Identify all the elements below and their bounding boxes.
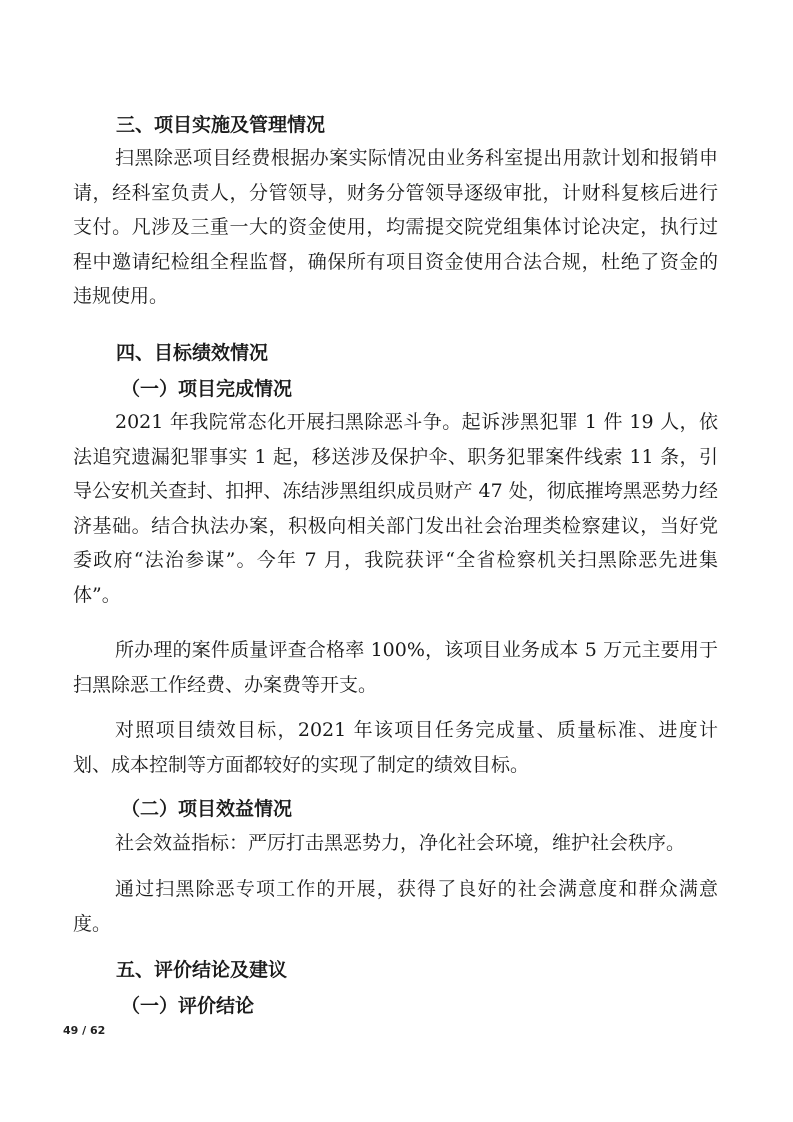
section-heading-3: 三、项目实施及管理情况 — [116, 114, 326, 136]
subsection-heading-benefit: （二）项目效益情况 — [121, 798, 293, 820]
subsection-heading-completion: （一）项目完成情况 — [121, 378, 293, 400]
paragraph-implementation: 扫黑除恶项目经费根据办案实际情况由业务科室提出用款计划和报销申请，经科室负责人，分管领导，财务分管领导逐级审批，计财科复核后进行支付。凡涉及三重一大的资金使用，均需提交院党组集体讨论决定，执行过程中邀请纪检组全程监督，确保所有项目资金使用合法合规，杜绝了资金的违规使用。 — [73, 147, 718, 308]
paragraph-satisfaction: 通过扫黑除恶专项工作的开展，获得了良好的社会满意度和群众满意度。 — [73, 878, 718, 935]
paragraph-social-benefit: 社会效益指标：严厉打击黑恶势力，净化社会环境，维护社会秩序。 — [115, 832, 686, 854]
paragraph-completion: 2021 年我院常态化开展扫黑除恶斗争。起诉涉黑犯罪 1 件 19 人，依法追究遗漏犯罪事实 1 起，移送涉及保护伞、职务犯罪案件线索 11 条，引导公安机关查封、扣押、冻结涉黑组织成员财产 47 处，彻底摧垮黑恶势力经济基础。结合执法办案，积极向相关部门发出社会治理类检察建议，当好党委政府“法治参谋”。今年 7 月，我院获评“全省检察机关扫黑除恶先进集体”。 — [73, 411, 718, 606]
page-number: 49 / 62 — [63, 1024, 106, 1037]
paragraph-targets: 对照项目绩效目标，2021 年该项目任务完成量、质量标准、进度计划、成本控制等方面都较好的实现了制定的绩效目标。 — [73, 719, 718, 776]
subsection-heading-conclusion: （一）评价结论 — [121, 995, 255, 1017]
paragraph-quality: 所办理的案件质量评查合格率 100%，该项目业务成本 5 万元主要用于扫黑除恶工作经费、办案费等开支。 — [73, 639, 718, 696]
section-heading-4: 四、目标绩效情况 — [116, 342, 269, 364]
section-heading-5: 五、评价结论及建议 — [116, 959, 288, 981]
